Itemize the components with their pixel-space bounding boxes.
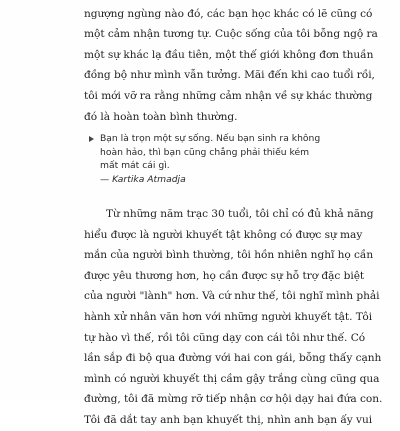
quote-author: — Kartika Atmadja [100,173,186,185]
text-line: một sự khác lạ đầu tiên, một thế giới không đơn thuần [84,48,374,61]
text-line: lần sắp đi bộ qua đường với hai con gái, bỗng thấy cạnh [84,352,382,365]
quote-line: mất mát cái gì. [100,160,170,172]
paragraph-1 [84,0,378,127]
text-line: của người "lành" hơn. Và cứ như thế, tôi nghĩ mình phải [84,290,380,303]
quote-line: Bạn là trọn một sự sống. Nếu bạn sinh ra không [100,133,321,144]
text-line: đường, tôi đã mừng rỡ tiếp nhận cơ hội dạy hai đứa con. [84,393,383,406]
text-line: hiểu được là người khuyết tật không có được sự may [84,228,363,241]
quote-block [100,132,321,186]
bullet-triangle-icon [89,136,94,142]
text-line: ngượng ngùng nào đó, các bạn học khác có lẽ cũng có [84,7,373,20]
text-line: một cảm nhận tương tự. Cuộc sống của tôi bỗng ngộ ra [84,28,378,41]
text-line: được yêu thương hơn, họ cần được sự hỗ trợ đặc biệt [84,269,365,282]
text-line: Tôi đã dắt tay anh bạn khuyết thị, nhìn anh bạn ấy vui [84,413,373,426]
text-line: tôi mới vỡ ra rằng những cảm nhận về sự khác thường [84,89,373,102]
quote-line: hoàn hảo, thì bạn cũng chẳng phải thiếu kém [100,146,310,158]
text-line: tự hào vì thế, rồi tôi cũng dạy con cái tôi như thế. Có [84,331,366,344]
paragraph-2 [84,204,383,431]
text-line: hành xử nhân văn hơn với những người khuyết tật. Tôi [84,310,373,323]
text-line: đó là hoàn toàn bình thường. [84,110,238,123]
text-line: mình có người khuyết thị cầm gậy trắng cùng cũng qua [84,372,380,385]
text-line: đồng bộ như mình vẫn tưởng. Mãi đến khi cao tuổi rồi, [84,69,375,82]
text-line: Từ những năm trạc 30 tuổi, tôi chỉ có đủ khả năng [106,208,374,220]
text-line: mắn của người bình thường, tôi hồn nhiên nghĩ họ cần [84,249,374,262]
